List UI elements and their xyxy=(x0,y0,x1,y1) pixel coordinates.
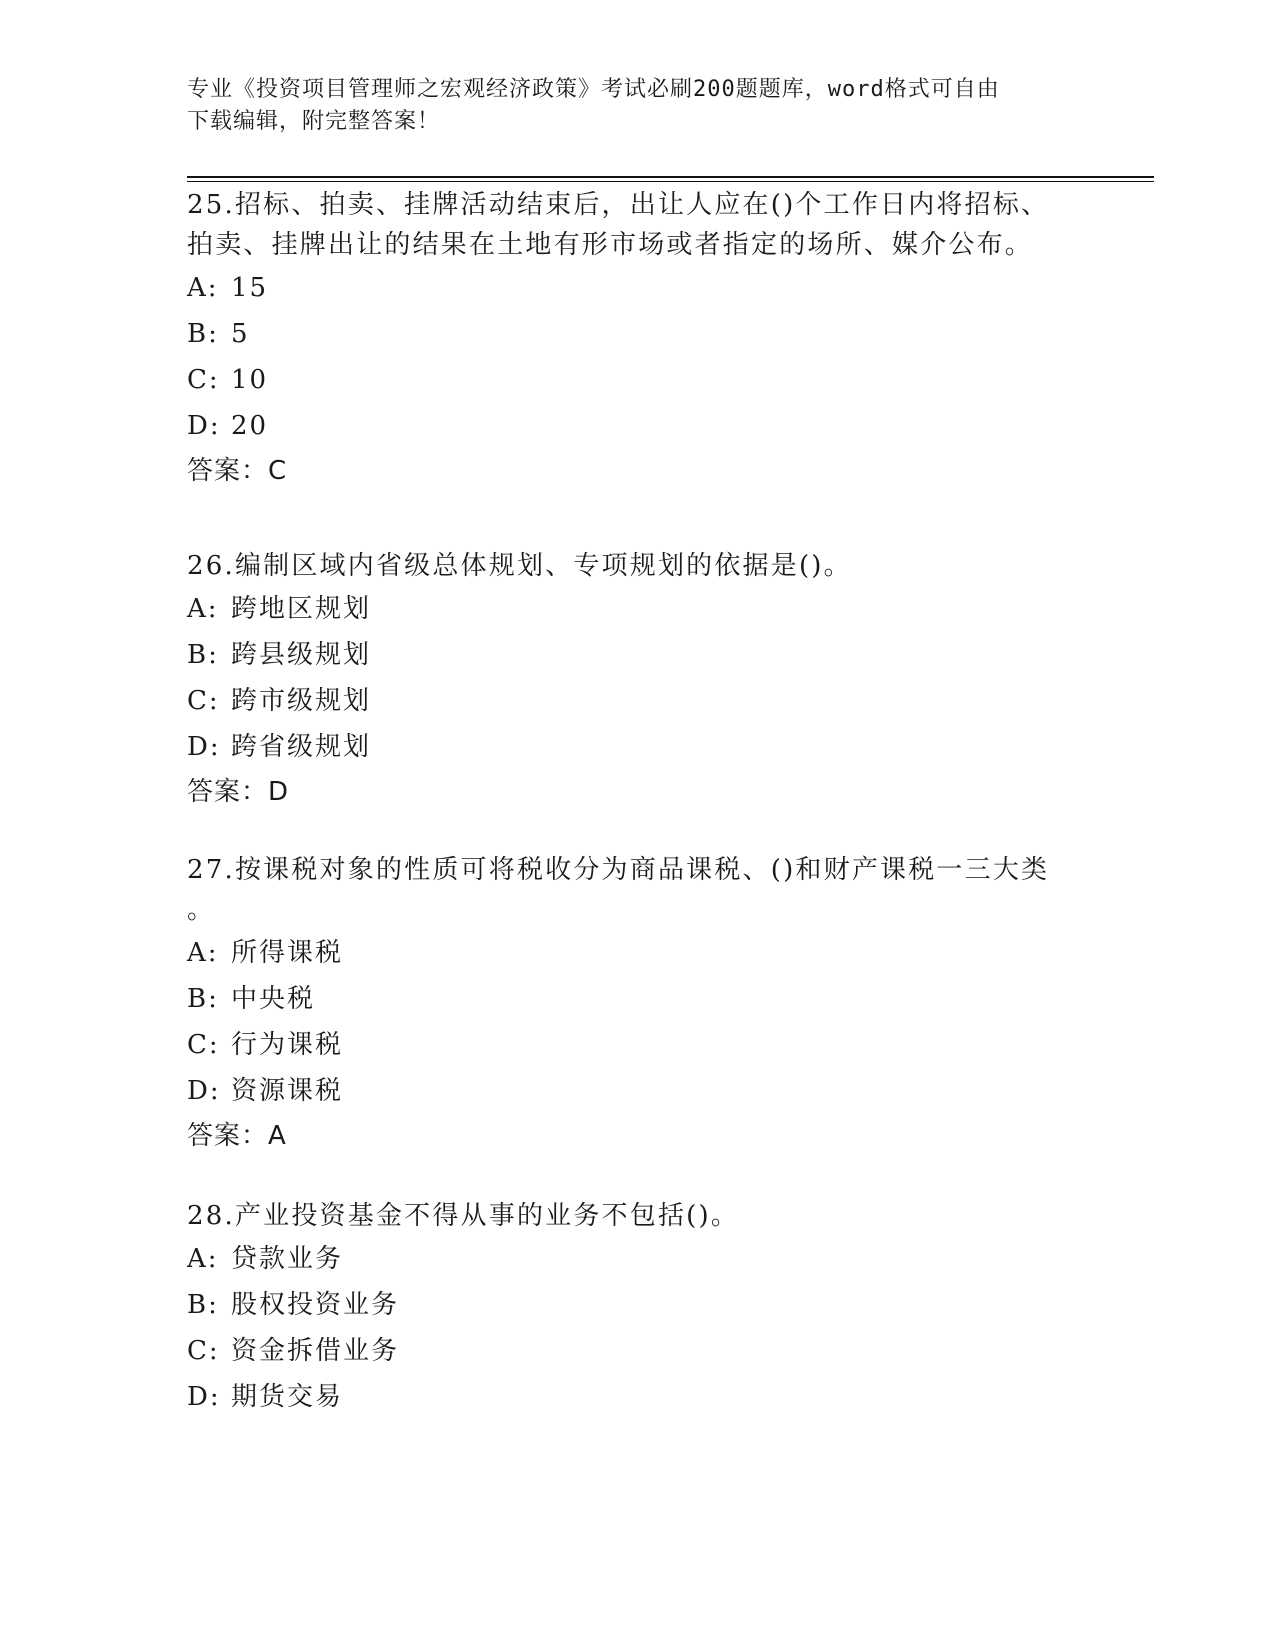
option-letter: D: xyxy=(187,732,221,762)
option-a xyxy=(187,930,1087,976)
answer-line: 答案：C xyxy=(187,456,288,486)
option-letter: A: xyxy=(187,1244,219,1274)
document-header xyxy=(187,74,1087,138)
option-text: 跨省级规划 xyxy=(231,732,372,762)
answer-line: 答案：A xyxy=(187,1121,287,1151)
option-c xyxy=(187,357,1087,403)
option-text: 资源课税 xyxy=(231,1076,344,1106)
option-a xyxy=(187,265,1087,311)
option-text: 5 xyxy=(231,319,250,349)
option-letter: C: xyxy=(187,686,220,716)
question-text-line: 25.招标、拍卖、挂牌活动结束后，出让人应在()个工作日内将招标、 xyxy=(187,190,1050,220)
option-letter: C: xyxy=(187,1030,220,1060)
option-text: 资金拆借业务 xyxy=(231,1336,400,1366)
option-text: 10 xyxy=(231,365,269,395)
option-text: 所得课税 xyxy=(231,938,344,968)
header-line-1: 专业《投资项目管理师之宏观经济政策》考试必刷200题题库，word格式可自由 xyxy=(187,77,1000,102)
option-d xyxy=(187,724,1087,770)
option-letter: C: xyxy=(187,1336,220,1366)
option-text: 20 xyxy=(231,411,269,441)
option-c xyxy=(187,1328,1087,1374)
option-text: 期货交易 xyxy=(231,1382,344,1412)
option-letter: A: xyxy=(187,273,219,303)
option-d xyxy=(187,1374,1087,1420)
option-text: 行为课税 xyxy=(231,1030,344,1060)
question-text-line: 27.按课税对象的性质可将税收分为商品课税、()和财产课税一三大类 xyxy=(187,855,1050,885)
answer-line: 答案：D xyxy=(187,777,290,807)
option-letter: B: xyxy=(187,319,219,349)
option-c xyxy=(187,678,1087,724)
question-text-line: 拍卖、挂牌出让的结果在土地有形市场或者指定的场所、媒介公布。 xyxy=(187,230,1034,260)
option-d xyxy=(187,403,1087,449)
option-text: 中央税 xyxy=(231,984,316,1014)
option-letter: C: xyxy=(187,365,220,395)
option-b xyxy=(187,632,1087,678)
option-text: 跨市级规划 xyxy=(231,686,372,716)
question-27 xyxy=(187,850,1087,1158)
option-letter: B: xyxy=(187,640,219,670)
option-letter: B: xyxy=(187,1290,219,1320)
question-26 xyxy=(187,546,1087,814)
question-28 xyxy=(187,1196,1087,1420)
option-b xyxy=(187,311,1087,357)
question-text-line: 28.产业投资基金不得从事的业务不包括()。 xyxy=(187,1201,740,1231)
option-letter: A: xyxy=(187,594,219,624)
option-text: 跨县级规划 xyxy=(231,640,372,670)
option-b xyxy=(187,1282,1087,1328)
option-text: 15 xyxy=(231,273,269,303)
question-text-line: 26.编制区域内省级总体规划、专项规划的依据是()。 xyxy=(187,551,852,581)
question-25 xyxy=(187,185,1087,493)
option-d xyxy=(187,1068,1087,1114)
option-text: 跨地区规划 xyxy=(231,594,372,624)
option-text: 股权投资业务 xyxy=(231,1290,400,1320)
option-text: 贷款业务 xyxy=(231,1244,344,1274)
option-a xyxy=(187,1236,1087,1282)
option-letter: B: xyxy=(187,984,219,1014)
option-letter: A: xyxy=(187,938,219,968)
option-a xyxy=(187,586,1087,632)
option-c xyxy=(187,1022,1087,1068)
header-line-2: 下载编辑，附完整答案！ xyxy=(187,109,441,134)
option-letter: D: xyxy=(187,411,221,441)
option-b xyxy=(187,976,1087,1022)
option-letter: D: xyxy=(187,1076,221,1106)
option-letter: D: xyxy=(187,1382,221,1412)
header-divider-thin xyxy=(187,181,1154,182)
header-divider-thick xyxy=(187,176,1154,178)
question-text-line: 。 xyxy=(187,895,216,925)
